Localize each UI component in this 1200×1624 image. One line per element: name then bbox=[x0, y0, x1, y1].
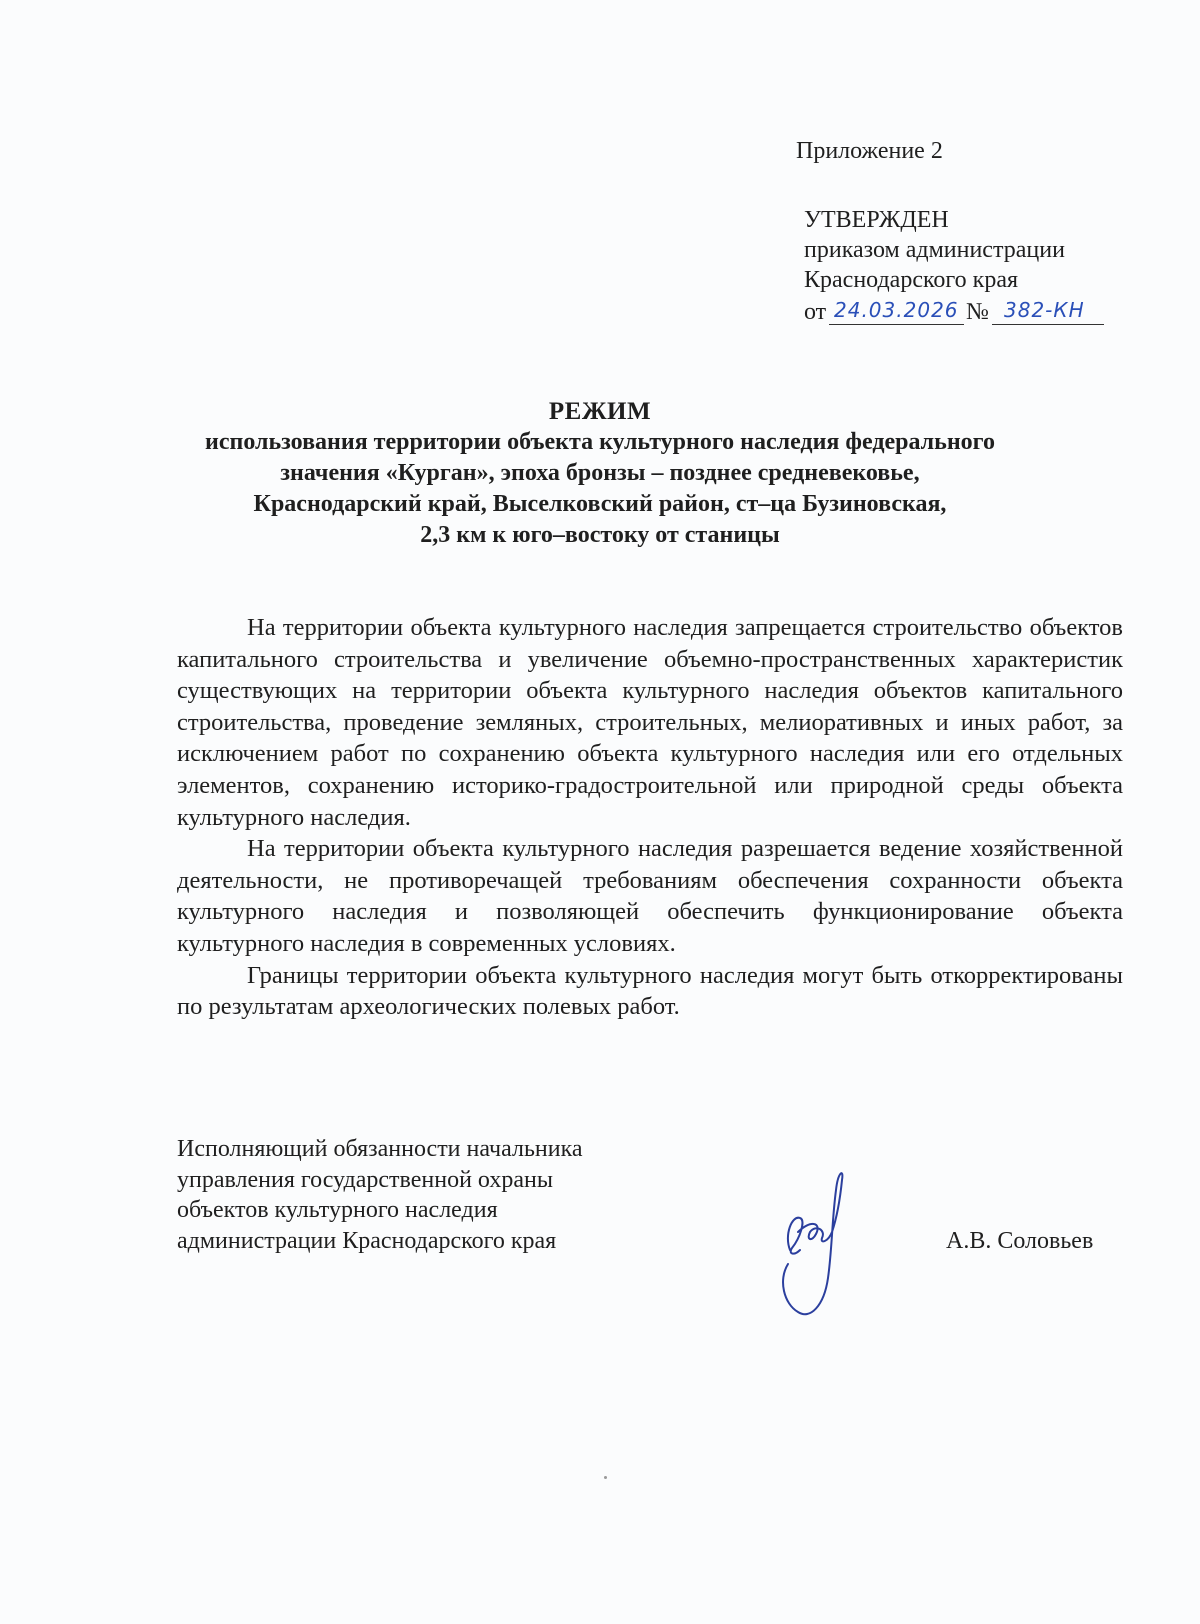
date-prefix: от bbox=[804, 299, 827, 325]
paragraph-boundaries: Границы территории объекта культурного наследия могут быть откорректированы по результатам археологических полевых работ. bbox=[177, 961, 1123, 1021]
order-date-number-line bbox=[804, 295, 1085, 329]
position-line-1: Исполняющий обязанности начальника bbox=[177, 1136, 583, 1162]
title-line-3: Краснодарский край, Выселковский район, ст–ца Бузиновская, bbox=[253, 491, 947, 517]
appendix-label: Приложение 2 bbox=[796, 138, 943, 164]
title-line-1: использования территории объекта культурного наследия федерального bbox=[205, 429, 995, 455]
approved-heading: УТВЕРЖДЕН bbox=[804, 207, 949, 233]
approval-block bbox=[804, 205, 1085, 329]
paragraph-permissions: На территории объекта культурного наследия разрешается ведение хозяйственной деятельности, не противоречащей требованиям обеспечения сохранности объекта культурного наследия и позволяющей обеспечить функционирование объекта культурного наследия в современных условиях. bbox=[177, 835, 1123, 957]
document-title bbox=[150, 396, 1050, 551]
handwritten-signature bbox=[770, 1160, 870, 1330]
date-handwritten: 24.03.2026 bbox=[834, 298, 959, 322]
position-line-2: управления государственной охраны bbox=[177, 1166, 553, 1193]
title-line-2: значения «Курган», эпоха бронзы – позднее средневековье, bbox=[280, 460, 920, 486]
position-line-4: администрации Краснодарского края bbox=[177, 1227, 557, 1254]
document-body bbox=[177, 612, 1123, 1023]
paragraph-prohibitions: На территории объекта культурного наследия запрещается строительство объектов капитального строительства и увеличение объемно-пространственных характеристик существующих на территории объекта культурного наследия объектов капитального строительства, проведение земляных, строительных, мелиоративных и иных работ, за исключением работ по сохранению объекта культурного наследия или его отдельных элементов, сохранению историко-градостроительной или природной среды объекта культурного наследия. bbox=[177, 614, 1123, 831]
title-line-4: 2,3 км к юго–востоку от станицы bbox=[420, 522, 780, 548]
signatory-position bbox=[177, 1134, 583, 1256]
number-handwritten: 382-КН bbox=[1004, 298, 1085, 322]
scan-speck bbox=[604, 1476, 607, 1479]
position-line-3: объектов культурного наследия bbox=[177, 1197, 498, 1223]
number-prefix: № bbox=[966, 299, 989, 325]
title-main: РЕЖИМ bbox=[548, 398, 652, 425]
signatory-name: А.В. Соловьев bbox=[946, 1228, 1094, 1254]
approved-by-line-1: приказом администрации bbox=[804, 237, 1065, 263]
approved-by-line-2: Краснодарского края bbox=[804, 267, 1019, 293]
